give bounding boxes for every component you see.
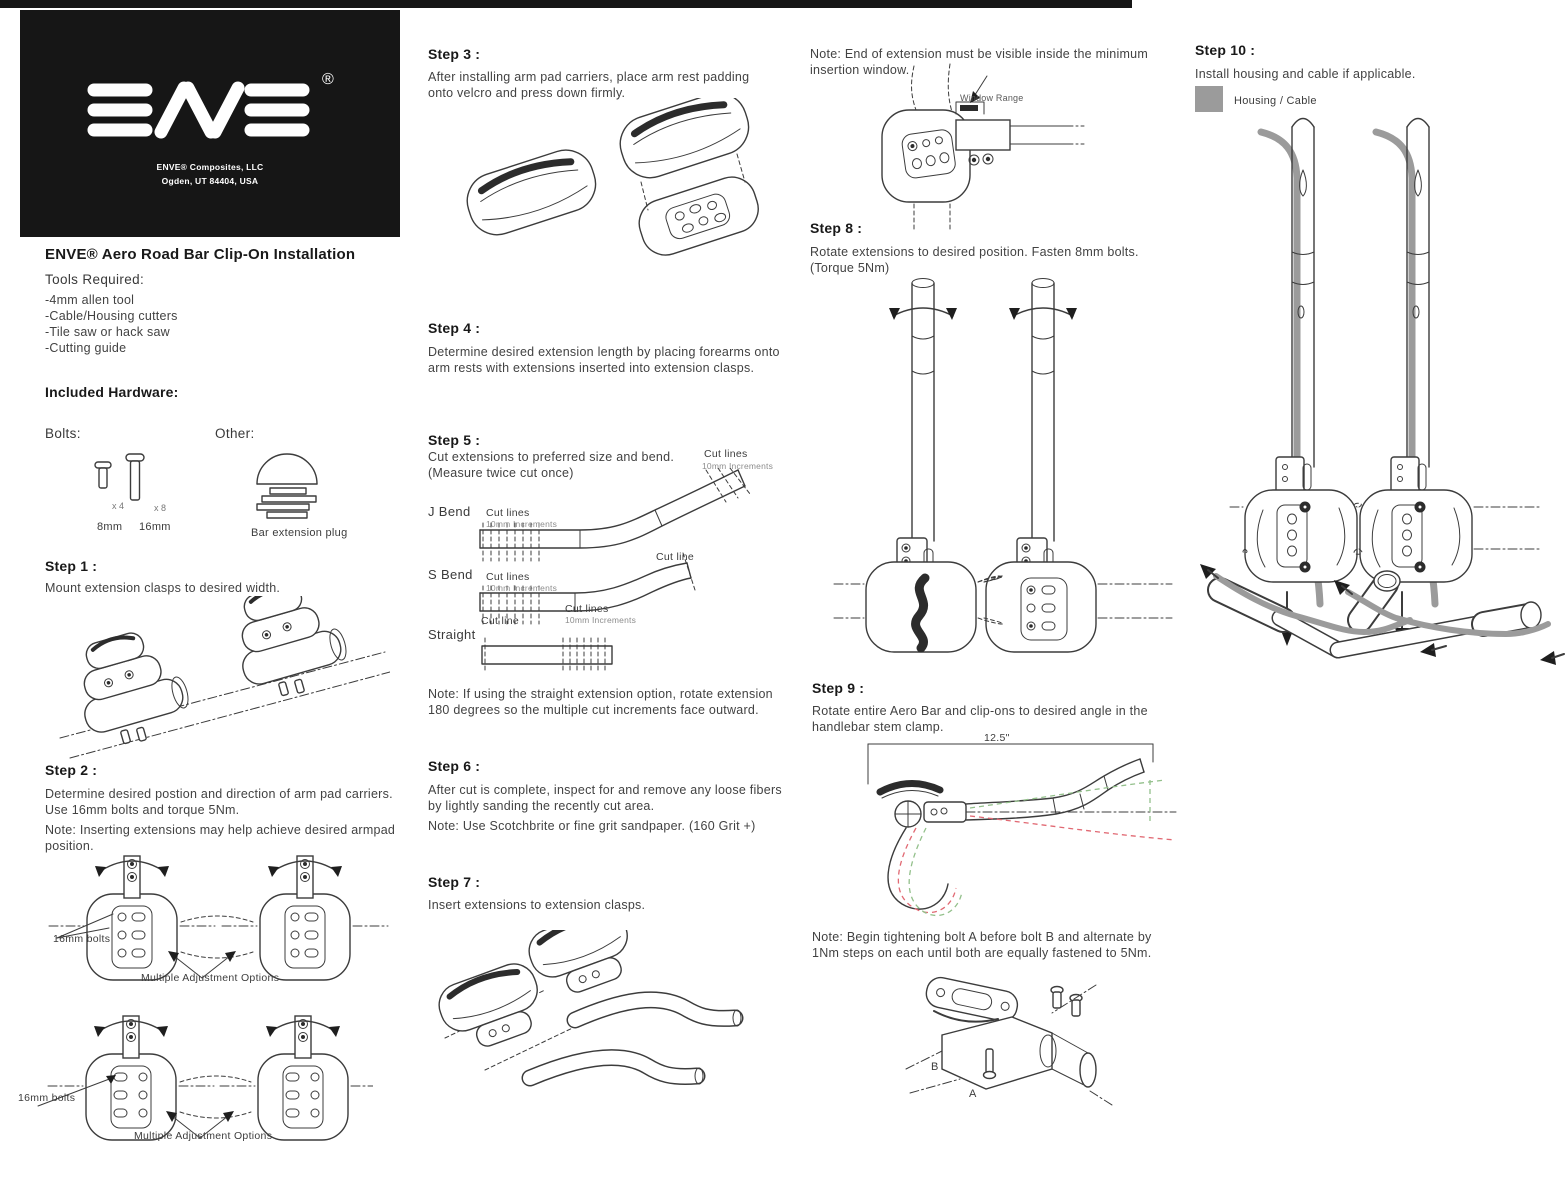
label-16mm-bolts-2: 16mm bolts <box>18 1092 76 1104</box>
step-1-body: Mount extension clasps to desired width. <box>45 581 281 595</box>
label-cut-lines-j-right: Cut lines <box>704 448 748 460</box>
step-9-heading: Step 9 : <box>812 680 865 696</box>
label-increments-s-left: 10mm Increments <box>486 583 558 593</box>
step-3-heading: Step 3 : <box>428 46 481 62</box>
step-9-body: Rotate entire Aero Bar and clip-ons to desired angle in the handlebar stem clamp. <box>812 704 1148 734</box>
step-4-heading: Step 4 : <box>428 320 481 336</box>
step-5-note: Note: If using the straight extension option, rotate extension 180 degrees so the multiple cut increments face outward. <box>428 687 773 717</box>
step-5-heading: Step 5 : <box>428 432 481 448</box>
bar-extension-plug-graphic <box>250 448 324 524</box>
label-16mm-bolts-1: 16mm bolts <box>53 933 111 945</box>
step-1-diagram <box>55 596 390 764</box>
housing-cable-swatch <box>1195 86 1223 112</box>
caption-multiple-adjustment-2: Multiple Adjustment Options <box>134 1130 273 1142</box>
note-insertion-window: Note: End of extension must be visible inside the minimum insertion window. <box>810 47 1149 77</box>
step-5-body: Cut extensions to preferred size and bend. (Measure twice cut once) <box>428 450 675 480</box>
step-9-diagram <box>828 730 1183 922</box>
step-8-heading: Step 8 : <box>810 220 863 236</box>
tool-item: -4mm allen tool <box>45 293 135 307</box>
label-window-range: Window Range <box>960 93 1024 103</box>
step-10-body: Install housing and cable if applicable. <box>1195 67 1416 81</box>
step-3-body: After installing arm pad carriers, place arm rest padding onto velcro and press down firmly. <box>428 70 750 100</box>
step-4-body: Determine desired extension length by placing forearms onto arm rests with extensions inserted into extension clasps. <box>428 345 780 375</box>
label-increments-j-left: 10mm Increments <box>486 519 558 529</box>
step-3-diagram <box>445 98 775 310</box>
hardware-heading: Included Hardware: <box>45 384 179 400</box>
label-dimension: 12.5" <box>984 732 1010 744</box>
label-bolt-a: A <box>969 1088 977 1100</box>
bolt-8mm-size: 8mm <box>97 521 123 533</box>
step-2-diagram-2 <box>28 1010 373 1150</box>
brand-panel <box>20 10 400 237</box>
label-cut-lines-j-left: Cut lines <box>486 507 530 519</box>
bolt-16mm-size: 16mm <box>139 521 171 533</box>
company-line-2: Ogden, UT 84404, USA <box>161 176 259 186</box>
bolt-16mm-qty: x 8 <box>154 503 167 513</box>
label-cut-line-straight: Cut line <box>481 615 520 627</box>
top-black-bar <box>0 0 1132 8</box>
step-2-note: Note: Inserting extensions may help achieve desired armpad position. <box>45 823 396 853</box>
label-s-bend: S Bend <box>428 567 473 582</box>
label-cut-lines-straight: Cut lines <box>565 603 609 615</box>
note-bolt-order: Note: Begin tightening bolt A before bolt B and alternate by 1Nm steps on each until both are equally fastened to 5Nm. <box>812 930 1152 960</box>
label-cut-line-s-right: Cut line <box>656 551 695 563</box>
company-line-1: ENVE® Composites, LLC <box>156 162 264 172</box>
step-6-body: After cut is complete, inspect for and remove any loose fibers by lightly sanding the recently cut area. <box>428 783 782 813</box>
insertion-window-diagram <box>852 62 1087 237</box>
step-7-body: Insert extensions to extension clasps. <box>428 898 646 912</box>
registered-mark: ® <box>322 71 334 88</box>
step-7-diagram <box>425 930 795 1165</box>
label-j-bend: J Bend <box>428 504 471 519</box>
label-increments-straight: 10mm Increments <box>565 615 637 625</box>
step-6-note: Note: Use Scotchbrite or fine grit sandpaper. (160 Grit +) <box>428 819 756 833</box>
bolts-label: Bolts: <box>45 426 81 441</box>
label-cut-lines-s-left: Cut lines <box>486 571 530 583</box>
plug-label: Bar extension plug <box>251 527 348 539</box>
step-2-diagram-1 <box>45 852 390 990</box>
enve-logo <box>20 10 400 237</box>
handlebar-cable-diagram <box>1188 558 1566 718</box>
label-housing-cable: Housing / Cable <box>1234 95 1317 107</box>
label-straight: Straight <box>428 627 476 642</box>
bolt-order-diagram <box>900 973 1200 1185</box>
label-increments-j-right: 10mm Increments <box>702 461 774 471</box>
tools-list <box>45 292 178 356</box>
step-6-heading: Step 6 : <box>428 758 481 774</box>
label-bolt-b: B <box>931 1061 939 1073</box>
step-2-heading: Step 2 : <box>45 762 98 778</box>
bolt-8mm-qty: x 4 <box>112 501 125 511</box>
step-2-body: Determine desired postion and direction of arm pad carriers. Use 16mm bolts and torque 5Nm. <box>45 787 393 817</box>
tool-item: -Cutting guide <box>45 341 127 355</box>
tool-item: -Tile saw or hack saw <box>45 325 170 339</box>
doc-title: ENVE® Aero Road Bar Clip-On Installation <box>45 246 356 263</box>
step-10-heading: Step 10 : <box>1195 42 1256 58</box>
tools-heading: Tools Required: <box>45 272 145 287</box>
step-1-heading: Step 1 : <box>45 558 98 574</box>
tool-item: -Cable/Housing cutters <box>45 309 178 323</box>
step-7-heading: Step 7 : <box>428 874 481 890</box>
step-8-diagram <box>828 266 1178 664</box>
step-8-body: Rotate extensions to desired position. Fasten 8mm bolts. (Torque 5Nm) <box>810 245 1139 275</box>
caption-multiple-adjustment-1: Multiple Adjustment Options <box>141 972 280 984</box>
other-label: Other: <box>215 426 255 441</box>
